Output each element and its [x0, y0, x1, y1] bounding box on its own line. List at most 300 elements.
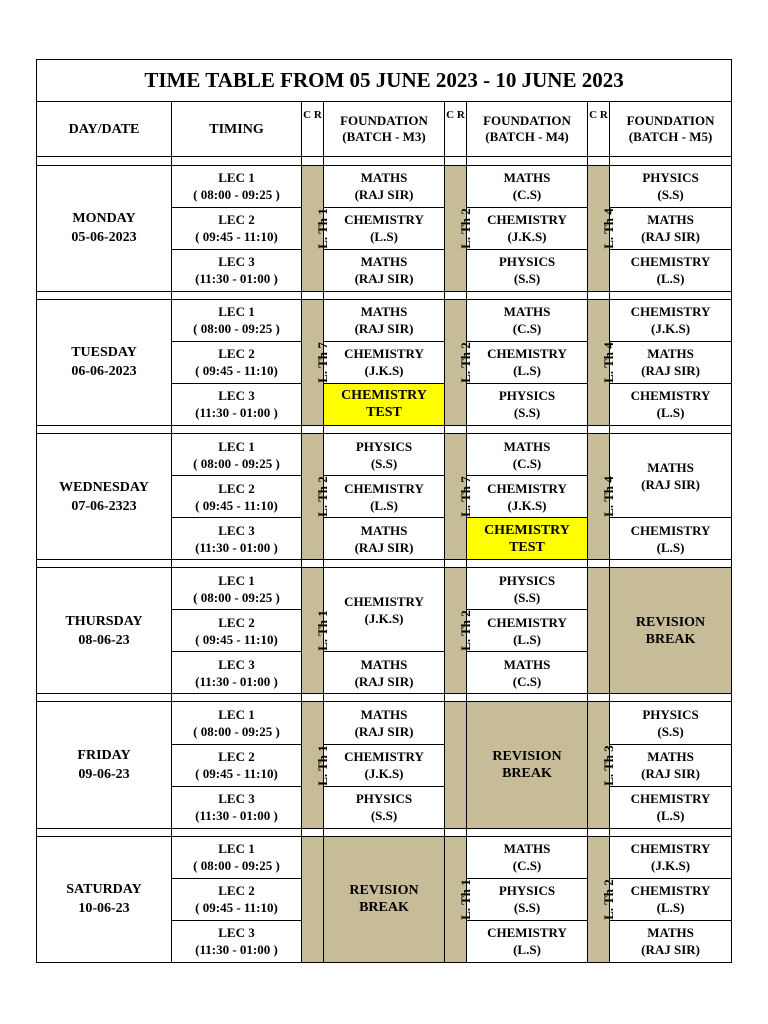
- spacer-cell: [324, 828, 445, 836]
- day-date: 10-06-23: [78, 901, 130, 917]
- classroom-cell-label: L. Th 1: [314, 744, 330, 786]
- spacer-cell: [588, 694, 610, 702]
- subject-cell-m5: [610, 299, 732, 341]
- spacer-cell: [324, 291, 445, 299]
- subject-cell-m4-line1: PHYSICS: [498, 254, 556, 270]
- lecture-time: (11:30 - 01:00 ): [195, 405, 278, 421]
- timing-cell: [172, 786, 302, 828]
- subject-cell-m5: [610, 920, 732, 962]
- spacer-cell: [588, 425, 610, 433]
- subject-cell-m3-line2: BREAK: [359, 900, 409, 916]
- lecture-time: ( 08:00 - 09:25 ): [193, 858, 280, 874]
- day-name: FRIDAY: [77, 748, 131, 763]
- subject-cell-m4-line1: CHEMISTRY: [487, 212, 567, 228]
- subject-cell-m4: [467, 836, 588, 878]
- header-batch-m4: [467, 102, 588, 157]
- subject-cell-m4: [467, 476, 588, 518]
- spacer-cell: [37, 694, 172, 702]
- timing-cell: [172, 476, 302, 518]
- timing-cell: [172, 434, 302, 476]
- lecture-name: LEC 1: [218, 304, 255, 320]
- subject-cell-m5-line1: CHEMISTRY: [630, 791, 711, 807]
- subject-cell-m4-line2: (S.S): [513, 589, 541, 605]
- classroom-cell: [588, 299, 616, 425]
- day-cell: [37, 165, 172, 291]
- classroom-cell: [302, 702, 330, 828]
- timing-cell: [172, 836, 302, 878]
- subject-cell-m3-line1: MATHS: [360, 656, 408, 672]
- spacer-cell: [172, 828, 302, 836]
- subject-cell-m3-line2: (RAJ SIR): [354, 673, 414, 689]
- lecture-time: ( 09:45 - 11:10): [195, 229, 278, 245]
- classroom-cell: [588, 434, 616, 560]
- subject-cell-m5-line1: PHYSICS: [642, 706, 699, 722]
- spacer-cell: [445, 694, 467, 702]
- subject-cell-m3: [324, 568, 445, 652]
- subject-cell-m5: [610, 207, 732, 249]
- timing-cell: [172, 299, 302, 341]
- header-batch-m4-line1: FOUNDATION: [483, 113, 571, 129]
- subject-cell-m4-line2: (S.S): [513, 900, 541, 916]
- classroom-cell: [302, 434, 330, 560]
- subject-cell-m4: [467, 568, 588, 610]
- subject-cell-m5-line2: (L.S): [656, 808, 685, 824]
- spacer-cell: [445, 291, 467, 299]
- classroom-cell-label: L. Th 1: [314, 610, 330, 652]
- subject-cell-m3-line2: (J.K.S): [364, 610, 404, 626]
- spacer-cell: [467, 425, 588, 433]
- classroom-cell: [302, 299, 330, 425]
- subject-cell-m5: [610, 249, 732, 291]
- lecture-time: (11:30 - 01:00 ): [195, 271, 278, 287]
- subject-cell-m4: [467, 652, 588, 694]
- subject-cell-m5-line1: MATHS: [647, 459, 694, 475]
- subject-cell-m4-line2: (L.S): [513, 631, 541, 647]
- table-row: [37, 165, 732, 207]
- subject-cell-m4-line2: (S.S): [513, 405, 541, 421]
- spacer-cell: [588, 560, 610, 568]
- subject-cell-m4: [467, 610, 588, 652]
- timing-cell: [172, 568, 302, 610]
- timing-cell: [172, 518, 302, 560]
- subject-cell-m5-line2: (RAJ SIR): [641, 229, 700, 245]
- header-cr: C R: [445, 102, 467, 157]
- lecture-name: LEC 2: [218, 346, 255, 362]
- classroom-cell: [302, 165, 330, 291]
- table-row: [37, 299, 732, 341]
- subject-cell-m4: [467, 878, 588, 920]
- subject-cell-m4-line2: (J.K.S): [507, 497, 547, 513]
- subject-cell-m4: [467, 299, 588, 341]
- subject-cell-m4: [467, 434, 588, 476]
- spacer-cell: [445, 560, 467, 568]
- subject-cell-m3: [324, 476, 445, 518]
- spacer-cell: [324, 425, 445, 433]
- subject-cell-m5-line1: MATHS: [647, 749, 694, 764]
- table-row: [37, 836, 732, 878]
- day-name: SATURDAY: [66, 882, 142, 898]
- lecture-time: ( 09:45 - 11:10): [195, 766, 278, 781]
- table-row: [37, 568, 732, 610]
- subject-cell-m5-line2: (S.S): [657, 187, 684, 203]
- classroom-cell: [302, 568, 330, 694]
- subject-cell-m3-line1: MATHS: [360, 522, 408, 538]
- spacer-cell: [610, 828, 732, 836]
- spacer-cell: [172, 560, 302, 568]
- subject-cell-m4: [467, 702, 588, 828]
- subject-cell-m3: [324, 165, 445, 207]
- day-name: MONDAY: [72, 211, 136, 227]
- spacer-row: [37, 560, 732, 568]
- subject-cell-m5: [610, 786, 732, 828]
- spacer-row: [37, 425, 732, 433]
- classroom-cell: [445, 836, 473, 962]
- spacer-cell: [445, 828, 467, 836]
- subject-cell-m4: [467, 341, 588, 383]
- classroom-cell: [445, 299, 473, 425]
- spacer-cell: [445, 157, 467, 165]
- classroom-cell-label: L. Th 4: [600, 476, 616, 517]
- day-date: 07-06-2323: [71, 498, 137, 514]
- header-cr: C R: [302, 102, 324, 157]
- subject-cell-m4-line1: MATHS: [503, 170, 551, 186]
- lecture-name: LEC 2: [218, 883, 255, 899]
- subject-cell-m3-line2: (RAJ SIR): [354, 271, 414, 287]
- subject-cell-m5-line1: MATHS: [647, 346, 694, 362]
- subject-cell-m3: [324, 652, 445, 694]
- subject-cell-m5: [610, 518, 732, 560]
- subject-cell-m4-line2: (L.S): [513, 942, 541, 958]
- subject-cell-m3-line2: (J.K.S): [364, 766, 404, 781]
- lecture-name: LEC 3: [218, 925, 255, 941]
- timing-cell: [172, 341, 302, 383]
- subject-cell-m4-line2: (C.S): [512, 455, 542, 471]
- spacer-cell: [467, 157, 588, 165]
- spacer-cell: [324, 157, 445, 165]
- subject-cell-m5-line2: (J.K.S): [651, 321, 691, 337]
- subject-cell-m4-line1: MATHS: [503, 304, 551, 320]
- lecture-time: (11:30 - 01:00 ): [195, 808, 278, 824]
- subject-cell-m4-line1: CHEMISTRY: [484, 522, 570, 538]
- day-cell: [37, 568, 172, 694]
- subject-cell-m4-line1: REVISION: [492, 749, 562, 764]
- subject-cell-m3: [324, 434, 445, 476]
- spacer-cell: [302, 291, 324, 299]
- subject-cell-m5-line2: (RAJ SIR): [641, 766, 700, 781]
- lecture-time: ( 09:45 - 11:10): [195, 631, 278, 647]
- day-cell: [37, 702, 172, 828]
- spacer-cell: [172, 291, 302, 299]
- timing-cell: [172, 383, 302, 425]
- lecture-name: LEC 2: [218, 212, 255, 228]
- header-batch-m3: [324, 102, 445, 157]
- subject-cell-m4-line1: PHYSICS: [498, 883, 556, 899]
- spacer-cell: [610, 157, 732, 165]
- header-batch-m5-line1: FOUNDATION: [626, 113, 715, 129]
- subject-cell-m3-line2: (RAJ SIR): [354, 187, 414, 203]
- subject-cell-m3-line2: (RAJ SIR): [354, 723, 414, 739]
- subject-cell-m3-line2: (L.S): [370, 229, 398, 245]
- timing-cell: [172, 610, 302, 652]
- timetable-body: [37, 157, 732, 963]
- spacer-cell: [172, 157, 302, 165]
- spacer-cell: [467, 694, 588, 702]
- lecture-time: ( 09:45 - 11:10): [195, 900, 278, 916]
- subject-cell-m3: [324, 744, 445, 786]
- subject-cell-m4-line2: (C.S): [512, 858, 542, 874]
- subject-cell-m5-line1: CHEMISTRY: [630, 883, 711, 899]
- subject-cell-m5-line1: CHEMISTRY: [630, 388, 711, 404]
- classroom-cell: [588, 836, 616, 962]
- lecture-time: ( 08:00 - 09:25 ): [193, 455, 280, 471]
- lecture-name: LEC 2: [218, 614, 255, 630]
- subject-cell-m5-line2: (RAJ SIR): [641, 476, 700, 492]
- spacer-cell: [588, 291, 610, 299]
- classroom-cell-label: L. Th 7: [457, 476, 473, 517]
- subject-cell-m4-line1: CHEMISTRY: [487, 614, 567, 630]
- subject-cell-m3-line1: CHEMISTRY: [341, 388, 427, 404]
- spacer-cell: [302, 157, 324, 165]
- day-name: THURSDAY: [65, 613, 143, 629]
- subject-cell-m3-line1: CHEMISTRY: [344, 212, 424, 228]
- lecture-time: ( 08:00 - 09:25 ): [193, 187, 280, 203]
- lecture-name: LEC 3: [218, 522, 255, 538]
- spacer-cell: [37, 828, 172, 836]
- subject-cell-m3-line2: (S.S): [370, 808, 398, 824]
- classroom-cell-label: L. Th 2: [457, 207, 473, 249]
- timing-cell: [172, 744, 302, 786]
- subject-cell-m4-line2: (S.S): [513, 271, 541, 287]
- page-title: TIME TABLE FROM 05 JUNE 2023 - 10 JUNE 2023: [37, 60, 732, 102]
- spacer-cell: [172, 694, 302, 702]
- subject-cell-m3: [324, 383, 445, 425]
- spacer-row: [37, 694, 732, 702]
- header-day-date: DAY/DATE: [37, 102, 172, 157]
- subject-cell-m4: [467, 518, 588, 560]
- classroom-cell: [445, 165, 473, 291]
- subject-cell-m4-line1: CHEMISTRY: [487, 480, 567, 496]
- lecture-time: ( 08:00 - 09:25 ): [193, 321, 280, 337]
- subject-cell-m5: [610, 434, 732, 518]
- subject-cell-m3-line1: CHEMISTRY: [344, 749, 424, 764]
- subject-cell-m5: [610, 744, 732, 786]
- subject-cell-m5-line1: PHYSICS: [642, 170, 699, 186]
- subject-cell-m3-line2: (J.K.S): [364, 363, 404, 379]
- subject-cell-m5-line2: (RAJ SIR): [641, 363, 700, 379]
- header-batch-m4-line2: (BATCH - M4): [485, 129, 569, 145]
- timing-cell: [172, 920, 302, 962]
- timing-cell: [172, 878, 302, 920]
- subject-cell-m5: [610, 702, 732, 744]
- classroom-cell-label: L. Th 2: [600, 879, 616, 920]
- subject-cell-m3-line1: CHEMISTRY: [344, 593, 424, 609]
- subject-cell-m3: [324, 341, 445, 383]
- subject-cell-m4-line2: (C.S): [512, 673, 542, 689]
- subject-cell-m5: [610, 568, 732, 694]
- subject-cell-m4: [467, 207, 588, 249]
- day-date: 06-06-2023: [71, 364, 137, 380]
- lecture-name: LEC 2: [218, 749, 255, 764]
- classroom-cell-label: L. Th 2: [457, 610, 473, 652]
- subject-cell-m4: [467, 165, 588, 207]
- subject-cell-m3-line2: (L.S): [370, 497, 398, 513]
- timing-cell: [172, 652, 302, 694]
- subject-cell-m4-line1: PHYSICS: [498, 572, 556, 588]
- subject-cell-m4-line2: BREAK: [502, 766, 552, 781]
- subject-cell-m4: [467, 920, 588, 962]
- header-cr: C R: [588, 102, 610, 157]
- header-batch-m5-line2: (BATCH - M5): [628, 129, 713, 145]
- subject-cell-m4-line1: MATHS: [503, 841, 551, 857]
- spacer-cell: [610, 425, 732, 433]
- lecture-name: LEC 2: [218, 480, 255, 496]
- day-name: WEDNESDAY: [59, 479, 149, 495]
- subject-cell-m3-line1: MATHS: [360, 304, 408, 320]
- classroom-cell-label: L. Th 4: [600, 207, 616, 249]
- spacer-cell: [302, 425, 324, 433]
- subject-cell-m5-line1: CHEMISTRY: [630, 522, 711, 538]
- subject-cell-m5: [610, 341, 732, 383]
- spacer-cell: [324, 694, 445, 702]
- subject-cell-m3-line2: (RAJ SIR): [354, 321, 414, 337]
- subject-cell-m5-line1: MATHS: [647, 212, 694, 228]
- spacer-cell: [302, 828, 324, 836]
- spacer-row: [37, 291, 732, 299]
- subject-cell-m5: [610, 836, 732, 878]
- subject-cell-m4: [467, 383, 588, 425]
- subject-cell-m3-line1: MATHS: [360, 170, 408, 186]
- header-batch-m3-line2: (BATCH - M3): [342, 129, 426, 145]
- subject-cell-m5-line1: REVISION: [635, 614, 706, 630]
- spacer-cell: [610, 694, 732, 702]
- spacer-cell: [172, 425, 302, 433]
- subject-cell-m4-line1: MATHS: [503, 438, 551, 454]
- spacer-row: [37, 828, 732, 836]
- subject-cell-m4-line2: (C.S): [512, 187, 542, 203]
- spacer-cell: [302, 694, 324, 702]
- lecture-time: (11:30 - 01:00 ): [195, 673, 278, 689]
- day-cell: [37, 836, 172, 962]
- classroom-cell-label: L. Th 1: [457, 879, 473, 920]
- classroom-cell: [588, 165, 616, 291]
- timing-cell: [172, 165, 302, 207]
- subject-cell-m3: [324, 786, 445, 828]
- classroom-cell: [588, 568, 610, 694]
- spacer-cell: [37, 425, 172, 433]
- spacer-cell: [467, 828, 588, 836]
- subject-cell-m5-line2: (L.S): [656, 271, 685, 287]
- classroom-cell: [302, 836, 324, 962]
- subject-cell-m5-line2: (L.S): [656, 539, 685, 555]
- subject-cell-m5-line1: CHEMISTRY: [630, 304, 711, 320]
- subject-cell-m5-line2: (L.S): [656, 405, 685, 421]
- subject-cell-m3-line2: (S.S): [370, 455, 398, 471]
- subject-cell-m5-line2: (S.S): [657, 723, 684, 739]
- spacer-cell: [324, 560, 445, 568]
- classroom-cell: [445, 434, 473, 560]
- header-batch-m5: [610, 102, 732, 157]
- subject-cell-m3-line1: REVISION: [349, 883, 419, 899]
- subject-cell-m4-line1: MATHS: [503, 656, 551, 672]
- lecture-name: LEC 1: [218, 572, 255, 588]
- spacer-cell: [588, 157, 610, 165]
- classroom-cell-label: L. Th 4: [600, 342, 616, 383]
- lecture-time: (11:30 - 01:00 ): [195, 539, 278, 555]
- timing-cell: [172, 249, 302, 291]
- classroom-cell: [445, 568, 473, 694]
- day-date: 09-06-23: [78, 767, 130, 782]
- subject-cell-m5-line1: CHEMISTRY: [630, 254, 711, 270]
- classroom-cell-label: L. Th 7: [314, 342, 330, 383]
- spacer-cell: [467, 291, 588, 299]
- subject-cell-m4-line2: TEST: [509, 539, 545, 555]
- lecture-name: LEC 3: [218, 254, 255, 270]
- subject-cell-m3-line1: MATHS: [360, 254, 408, 270]
- subject-cell-m5-line1: MATHS: [647, 925, 694, 941]
- spacer-cell: [302, 560, 324, 568]
- subject-cell-m5-line1: CHEMISTRY: [630, 841, 711, 857]
- header-timing: TIMING: [172, 102, 302, 157]
- subject-cell-m4-line1: CHEMISTRY: [487, 346, 567, 362]
- subject-cell-m3-line1: MATHS: [360, 706, 408, 722]
- lecture-time: ( 09:45 - 11:10): [195, 497, 278, 513]
- classroom-cell-label: L. Th 2: [457, 342, 473, 383]
- subject-cell-m5-line2: (RAJ SIR): [641, 942, 700, 958]
- subject-cell-m5-line2: BREAK: [645, 631, 696, 647]
- day-cell: [37, 299, 172, 425]
- day-name: TUESDAY: [71, 345, 137, 361]
- subject-cell-m3: [324, 249, 445, 291]
- spacer-cell: [37, 291, 172, 299]
- lecture-time: ( 08:00 - 09:25 ): [193, 723, 280, 739]
- spacer-cell: [610, 291, 732, 299]
- spacer-cell: [610, 560, 732, 568]
- classroom-cell-label: L. Th 2: [314, 476, 330, 517]
- table-row: [37, 702, 732, 744]
- spacer-row: [37, 157, 732, 165]
- spacer-cell: [445, 425, 467, 433]
- classroom-cell: [588, 702, 616, 828]
- subject-cell-m3-line2: (RAJ SIR): [354, 539, 414, 555]
- subject-cell-m3: [324, 702, 445, 744]
- subject-cell-m5: [610, 878, 732, 920]
- lecture-name: LEC 3: [218, 791, 255, 807]
- day-date: 05-06-2023: [71, 230, 137, 246]
- classroom-cell-label: L. Th 1: [314, 207, 330, 249]
- subject-cell-m3-line1: PHYSICS: [355, 791, 413, 807]
- lecture-name: LEC 1: [218, 438, 255, 454]
- lecture-name: LEC 1: [218, 170, 255, 186]
- subject-cell-m5: [610, 383, 732, 425]
- classroom-cell: [445, 702, 467, 828]
- lecture-time: (11:30 - 01:00 ): [195, 942, 278, 958]
- subject-cell-m3-line1: CHEMISTRY: [344, 346, 424, 362]
- subject-cell-m5-line2: (J.K.S): [651, 858, 691, 874]
- lecture-name: LEC 3: [218, 656, 255, 672]
- table-row: [37, 434, 732, 476]
- lecture-name: LEC 1: [218, 841, 255, 857]
- day-date: 08-06-23: [78, 632, 130, 648]
- classroom-cell-label: L. Th 3: [600, 744, 616, 786]
- subject-cell-m3: [324, 299, 445, 341]
- subject-cell-m4-line2: (J.K.S): [507, 229, 547, 245]
- subject-cell-m4-line1: PHYSICS: [498, 388, 556, 404]
- spacer-cell: [37, 560, 172, 568]
- spacer-cell: [37, 157, 172, 165]
- subject-cell-m4: [467, 249, 588, 291]
- lecture-time: ( 08:00 - 09:25 ): [193, 589, 280, 605]
- subject-cell-m5-line2: (L.S): [656, 900, 685, 916]
